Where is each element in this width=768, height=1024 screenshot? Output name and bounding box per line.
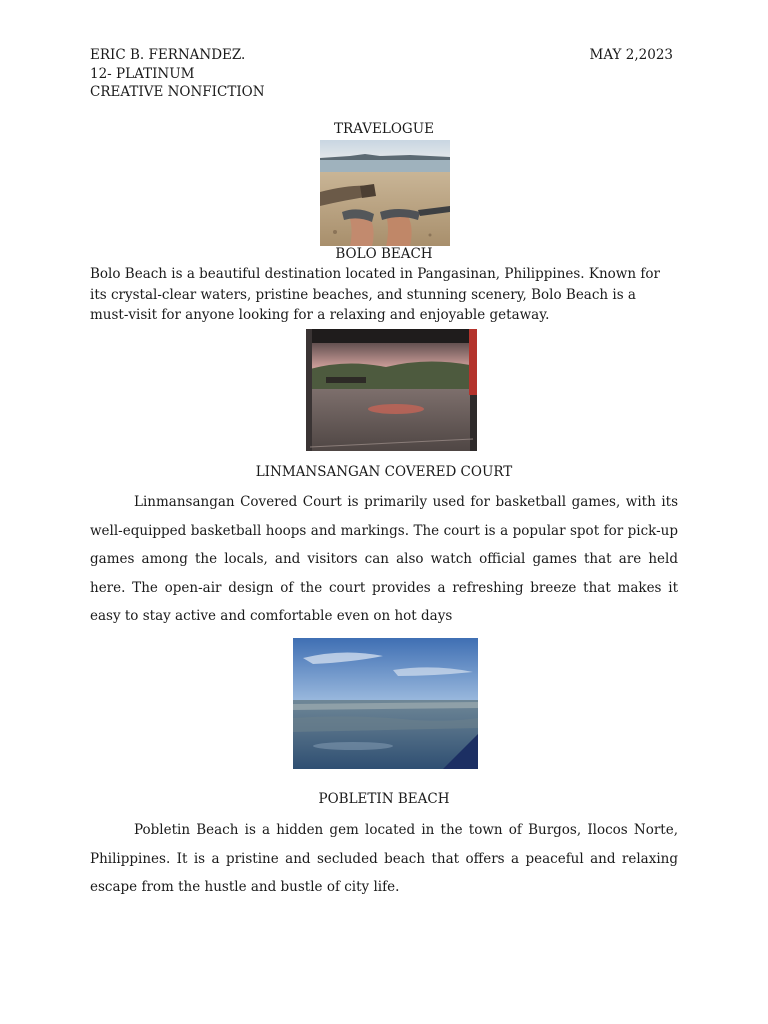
entry-body-linmansangan-text: Linmansangan Covered Court is primarily used for basketball games, with its well-equipped basketball hoops and markings. The court is a popular spot for pick-up games among the locals, and visitors can also watch official games that are held here. The open-air design of the court provides a refreshing breeze that makes it easy to stay active and comfortable even on hot days xyxy=(90,494,678,624)
entry-body-pobletin-text: Pobletin Beach is a hidden gem located in the town of Burgos, Ilocos Norte, Philippines. It is a pristine and secluded beach that offers a peaceful and relaxing escape from the hustle and bustle of city life. xyxy=(90,822,678,895)
class-section: 12- PLATINUM xyxy=(90,66,195,82)
linmansangan-court-photo xyxy=(306,329,477,451)
pobletin-beach-photo xyxy=(293,638,478,769)
subject-name: CREATIVE NONFICTION xyxy=(90,84,265,100)
document-date: MAY 2,2023 xyxy=(589,47,673,63)
author-name: ERIC B. FERNANDEZ. xyxy=(90,47,246,63)
bolo-beach-photo xyxy=(320,140,450,246)
document-title: TRAVELOGUE xyxy=(334,121,434,137)
entry-title-pobletin-beach: POBLETIN BEACH xyxy=(318,791,450,807)
entry-body-linmansangan xyxy=(90,488,678,631)
entry-body-pobletin-beach xyxy=(90,816,678,902)
entry-title-bolo-beach: BOLO BEACH xyxy=(335,246,433,262)
entry-title-linmansangan: LINMANSANGAN COVERED COURT xyxy=(255,464,513,480)
entry-body-bolo-beach: Bolo Beach is a beautiful destination located in Pangasinan, Philippines. Known for its crystal-clear waters, pristine beaches, and stunning scenery, Bolo Beach is a must-visit for anyone looking for a relaxing and enjoyable getaway. xyxy=(90,266,660,323)
